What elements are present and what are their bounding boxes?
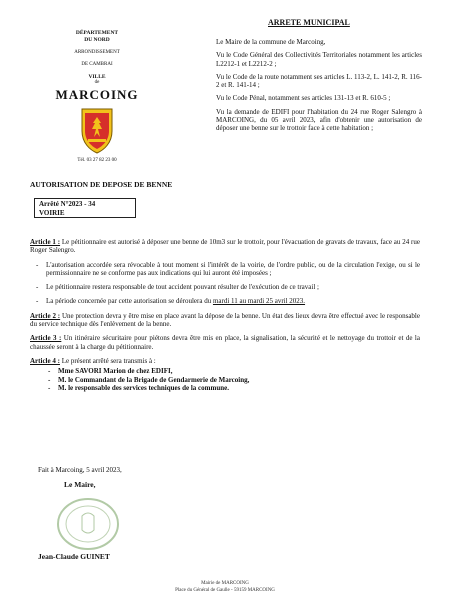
article-3-label: Article 3 : [30, 334, 62, 343]
article-2-label: Article 2 : [30, 311, 61, 320]
footer-line-2: Place du Général de Gaulle - 59159 MARCOING [175, 588, 275, 593]
department-line-1: DÉPARTEMENT [75, 30, 119, 36]
signer-name: Jean-Claude GUINET [38, 552, 110, 561]
article-3 [30, 334, 420, 351]
recipient-item: - Mme SAVORI Marion de chez EDIFI, [48, 367, 420, 376]
de-label: de [94, 80, 100, 85]
department-line-2: DU NORD [84, 37, 110, 43]
article-1 [30, 238, 420, 255]
article-4-label: Article 4 : [30, 356, 60, 365]
page-footer [0, 580, 450, 594]
town-name: MARCOING [55, 87, 139, 102]
visa-line: Vu la demande de EDIFI pour l'habitation du 24 rue Roger Salengro à MARCOING, du 05 avril 2023, afin d'obtenir une autorisation de déposer une benne sur le trottoir face à cette habitation ; [216, 107, 422, 133]
article-4-text: Le présent arrêté sera transmis à : [59, 356, 156, 365]
arrondissement-line-1: ARRONDISSEMENT [74, 50, 120, 55]
period-prefix: La période concernée par cette autorisation se déroulera du [46, 297, 213, 306]
visa-line: Le Maire de la commune de Marcoing, [216, 38, 326, 46]
reference-box [34, 198, 136, 218]
article-2 [30, 312, 420, 329]
visas-block [216, 38, 422, 138]
reference-service: VOIRIE [39, 209, 65, 217]
article-4 [30, 357, 420, 365]
visa-line: Vu le Code de la route notamment ses articles L. 113-2, L. 141-2, R. 116-2 et R. 141-14 ; [216, 72, 422, 90]
article-2-text: Une protection devra y être mise en place avant la dépose de la benne. Un état des lieux devra être effectué avec le responsable du service technique dès l'enlèvement de la benne. [30, 311, 420, 329]
arrondissement-line-2: DE CAMBRAI [81, 62, 113, 67]
date-line: Fait à Marcoing, 5 avril 2023, [38, 466, 122, 474]
article-1-text: Le pétitionnaire est autorisé à déposer une benne de 10m3 sur le trottoir, pour l'évacuation de gravats de travaux, face au 24 rue Roger Salengro. [30, 238, 420, 255]
article-3-text: Un itinéraire sécuritaire pour piétons devra être mis en place, la signalisation, la sécurité et le nettoyage du trottoir et de la chaussée seront à la charge du pétitionnaire. [30, 334, 420, 351]
letterhead [52, 30, 142, 163]
official-seal-icon [52, 496, 124, 552]
visa-line: Vu le Code Pénal, notamment ses articles 131-13 et R. 610-5 ; [216, 94, 391, 103]
footer-line-1: Mairie de MARCOING [201, 581, 249, 586]
reference-number: Arrêté N°2023 - 34 [39, 200, 96, 208]
recipient-item: - M. le responsable des services techniques de la commune. [48, 384, 420, 393]
article-1-bullet: - Le pétitionnaire restera responsable de tout accident pouvant résulter de l'exécution de ce travail ; [30, 283, 420, 291]
authorization-title: AUTORISATION DE DEPOSE DE BENNE [30, 180, 173, 189]
article-1-bullet: - L'autorisation accordée sera révocable à tout moment si l'intérêt de la voirie, de l'ordre public, ou de la circulation l'exige, ou si le permissionnaire ne se conforme pas aux indications qui lui auront été imposées ; [30, 261, 420, 278]
articles-body [30, 238, 420, 393]
article-1-period [30, 297, 420, 305]
signer-title: Le Maire, [64, 480, 96, 489]
ville-label: VILLE [88, 74, 106, 80]
article-1-label: Article 1 : [30, 238, 61, 246]
document-title: ARRETE MUNICIPAL [268, 18, 350, 27]
visa-line: Vu le Code Général des Collectivités Territoriales notamment les articles L2212-1 et L2212-2 ; [216, 51, 422, 68]
town-coat-of-arms-icon [78, 107, 116, 155]
period-dates: mardi 11 au mardi 25 avril 2023. [212, 297, 306, 306]
recipients-list [48, 367, 420, 393]
recipient-item: - M. le Commandant de la Brigade de Gendarmerie de Marcoing, [48, 376, 420, 385]
town-phone: Tél. 03 27 82 23 00 [77, 158, 117, 163]
